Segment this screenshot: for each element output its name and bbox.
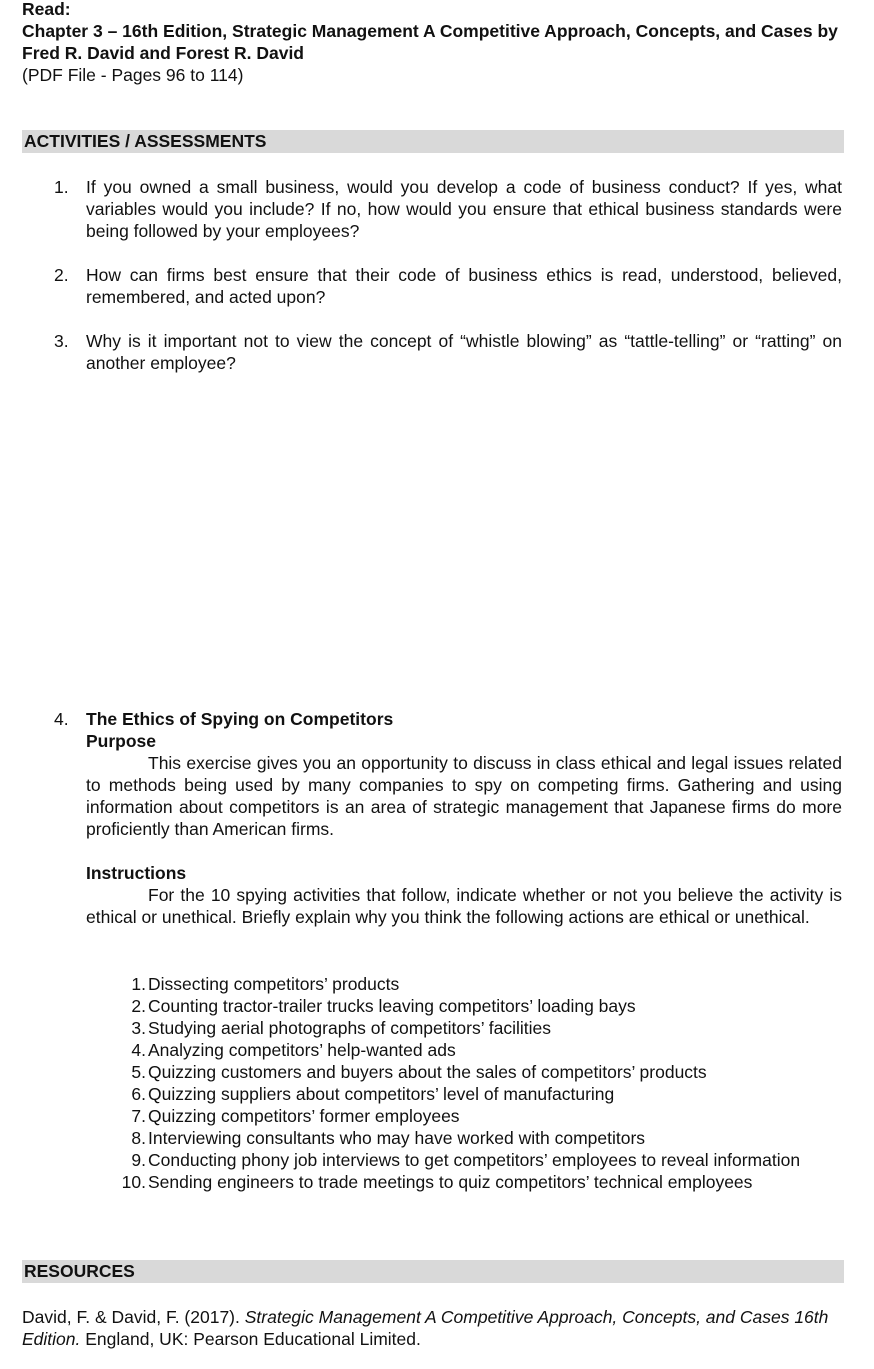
- list-item: [108, 1149, 842, 1171]
- activity-text: Studying aerial photographs of competitors’ facilities: [148, 1018, 552, 1038]
- question-number: 3.: [54, 331, 69, 351]
- question-item: [54, 176, 842, 242]
- activity-number: 5.: [131, 1062, 146, 1082]
- activity-number: 4.: [131, 1040, 146, 1060]
- activity-number: 2.: [131, 996, 146, 1016]
- activity-number: 7.: [131, 1106, 146, 1126]
- exercise-header: [54, 708, 842, 730]
- list-item: [108, 1061, 842, 1083]
- exercise-number: 4.: [54, 709, 69, 729]
- question-item: [54, 264, 842, 308]
- question-text: If you owned a small business, would you develop a code of business conduct? If yes, what variables would you include? If no, how would you ensure that ethical business standards were being followed by your employees?: [86, 177, 842, 241]
- purpose-text: This exercise gives you an opportunity to discuss in class ethical and legal issues related to methods being used by many companies to spy on competing firms. Gathering and using information about competitors is an area of strategic management that Japanese firms do more proficiently than American firms.: [86, 753, 842, 839]
- activity-text: Conducting phony job interviews to get competitors’ employees to reveal information: [148, 1150, 801, 1170]
- activity-text: Quizzing customers and buyers about the sales of competitors’ products: [148, 1062, 707, 1082]
- list-item: [108, 1127, 842, 1149]
- spying-activity-list: [108, 973, 842, 1193]
- instructions-text: For the 10 spying activities that follow, indicate whether or not you believe the activity is ethical or unethical. Briefly explain why you think the following actions are ethical or unethical.: [86, 885, 842, 927]
- list-item: [108, 995, 842, 1017]
- list-item: [108, 1105, 842, 1127]
- question-list: [54, 176, 842, 374]
- resources-heading: RESOURCES: [22, 1260, 844, 1283]
- activity-number: 1.: [131, 974, 146, 994]
- purpose-label: Purpose: [86, 731, 157, 751]
- activity-text: Interviewing consultants who may have worked with competitors: [148, 1128, 646, 1148]
- activity-text: Counting tractor-trailer trucks leaving competitors’ loading bays: [148, 996, 636, 1016]
- question-item: [54, 330, 842, 374]
- list-item: [108, 1017, 842, 1039]
- question-text: Why is it important not to view the concept of “whistle blowing” as “tattle-telling” or “ratting” on another employee?: [86, 331, 842, 373]
- list-item: [108, 973, 842, 995]
- read-label: Read:: [22, 0, 71, 19]
- chapter-title: Chapter 3 – 16th Edition, Strategic Management A Competitive Approach, Concepts, and Cases by Fred R. David and Forest R. David: [22, 21, 838, 63]
- activity-text: Quizzing competitors’ former employees: [148, 1106, 460, 1126]
- activity-number: 3.: [131, 1018, 146, 1038]
- exercise-body: [86, 730, 842, 928]
- reference-publisher: England, UK: Pearson Educational Limited.: [80, 1329, 421, 1349]
- activity-text: Quizzing suppliers about competitors’ level of manufacturing: [148, 1084, 615, 1104]
- reference-title: Strategic Management A Competitive Approach, Concepts, and Cases 16th Edition.: [22, 1307, 829, 1349]
- list-item: [108, 1171, 842, 1193]
- activity-text: Sending engineers to trade meetings to quiz competitors’ technical employees: [148, 1172, 753, 1192]
- page-range: (PDF File - Pages 96 to 114): [22, 65, 244, 85]
- instructions-label: Instructions: [86, 863, 187, 883]
- reference-citation: [22, 1306, 844, 1350]
- activities-heading: ACTIVITIES / ASSESSMENTS: [22, 130, 844, 153]
- activity-text: Dissecting competitors’ products: [148, 974, 400, 994]
- question-number: 1.: [54, 177, 69, 197]
- list-item: [108, 1039, 842, 1061]
- reading-assignment: [22, 0, 844, 86]
- list-item: [108, 1083, 842, 1105]
- activity-number: 8.: [131, 1128, 146, 1148]
- spying-exercise: [54, 708, 842, 928]
- activity-number: 10.: [121, 1172, 146, 1192]
- activity-text: Analyzing competitors’ help-wanted ads: [148, 1040, 456, 1060]
- exercise-title: The Ethics of Spying on Competitors: [86, 709, 394, 729]
- activity-number: 9.: [131, 1150, 146, 1170]
- reference-authors: David, F. & David, F. (2017).: [22, 1307, 245, 1327]
- question-number: 2.: [54, 265, 69, 285]
- activity-number: 6.: [131, 1084, 146, 1104]
- question-text: How can firms best ensure that their code of business ethics is read, understood, believed, remembered, and acted upon?: [86, 265, 842, 307]
